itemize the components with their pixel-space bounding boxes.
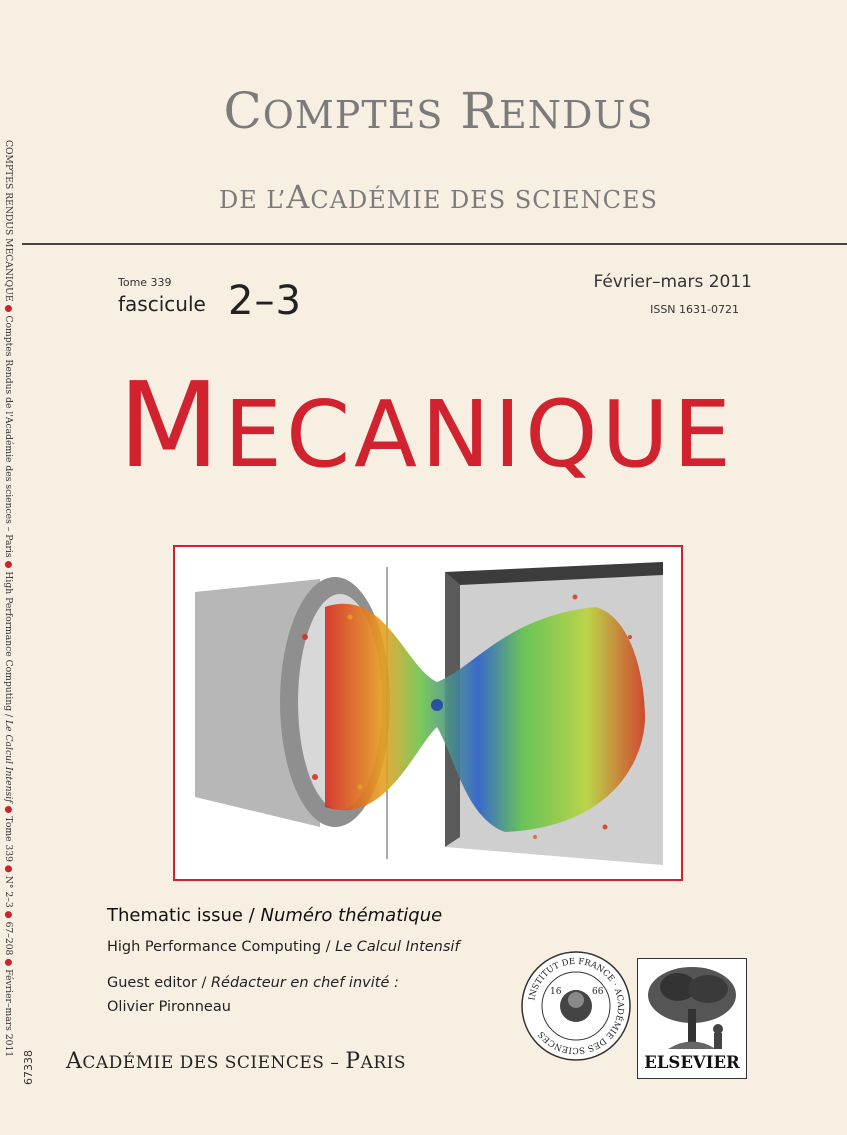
subtitle-rest: CADÉMIE DES SCIENCES [310, 186, 658, 214]
journal-series-title [0, 82, 847, 140]
elsevier-logo [637, 958, 747, 1079]
section-title-initial: M [118, 356, 224, 494]
bullet-icon: ● [3, 958, 14, 967]
spine-journal: COMPTES RENDUS MECANIQUE [3, 140, 14, 302]
footer-dash: – [330, 1053, 340, 1073]
bullet-icon: ● [3, 560, 14, 569]
topic-en: High Performance Computing / [107, 939, 331, 955]
header-divider [22, 243, 847, 245]
barcode-number: 67338 [22, 1050, 35, 1085]
spine-number: N° 2–3 [3, 875, 14, 908]
publisher-line [66, 1049, 406, 1074]
spine [0, 140, 22, 1058]
spine-topic: High Performance Computing / [3, 571, 14, 718]
journal-subtitle [0, 178, 847, 216]
spine-tome: Tome 339 [3, 816, 14, 862]
section-title-rest: ECANIQUE [223, 381, 735, 488]
bullet-icon: ● [3, 864, 14, 873]
guest-editor-name: Olivier Pironneau [107, 999, 231, 1015]
elsevier-wordmark: ELSEVIER [644, 1053, 740, 1072]
fascicule-label: fascicule [118, 292, 206, 316]
paris-rest: ARIS [360, 1053, 407, 1073]
guest-en: Guest editor / [107, 975, 207, 991]
cover-figure [173, 545, 683, 881]
academie-initial: A [66, 1049, 83, 1074]
tome-label: Tome 339 [118, 276, 172, 289]
thematic-issue [107, 905, 442, 926]
bullet-icon: ● [3, 805, 14, 814]
thematic-en: Thematic issue / [107, 905, 255, 926]
title-rest-rendus: ENDUS [499, 93, 654, 137]
paris-initial: P [345, 1049, 361, 1074]
spine-date: Février–mars 2011 [3, 969, 14, 1058]
thematic-fr: Numéro thématique [260, 905, 443, 926]
seal-year-right: 66 [592, 987, 604, 997]
issue-date: Février–mars 2011 [593, 272, 752, 292]
bullet-icon: ● [3, 304, 14, 313]
spine-pages: 67–208 [3, 921, 14, 956]
seal-year-left: 16 [550, 987, 562, 997]
issn: ISSN 1631-0721 [650, 303, 739, 316]
subtitle-initial: A [286, 178, 311, 216]
seal-ring-text: INSTITUT DE FRANCE · ACADÉMIE DES SCIENCES [527, 956, 626, 1056]
fascicule-number: 2–3 [228, 278, 302, 324]
title-initial-c: C [223, 82, 263, 140]
elsevier-tree-icon [638, 959, 746, 1054]
subtitle-prefix: DE L’ [219, 186, 287, 214]
title-rest-comptes: OMPTES [262, 93, 444, 137]
guest-editor-label [107, 975, 399, 991]
bullet-icon: ● [3, 910, 14, 919]
simulation-image [175, 547, 681, 879]
topic-fr: Le Calcul Intensif [335, 939, 460, 955]
guest-fr: Rédacteur en chef invité : [210, 975, 399, 991]
academie-rest: CADÉMIE DES SCIENCES [82, 1053, 325, 1073]
issue-topic [107, 939, 460, 955]
spine-text [3, 140, 14, 1057]
title-initial-r: R [460, 82, 500, 140]
spine-topic-fr: Le Calcul Intensif [3, 720, 14, 803]
journal-section-title [118, 356, 735, 494]
spine-full-title: Comptes Rendus de l'Académie des sciences – Paris [3, 315, 14, 558]
academie-seal-icon [520, 950, 632, 1062]
